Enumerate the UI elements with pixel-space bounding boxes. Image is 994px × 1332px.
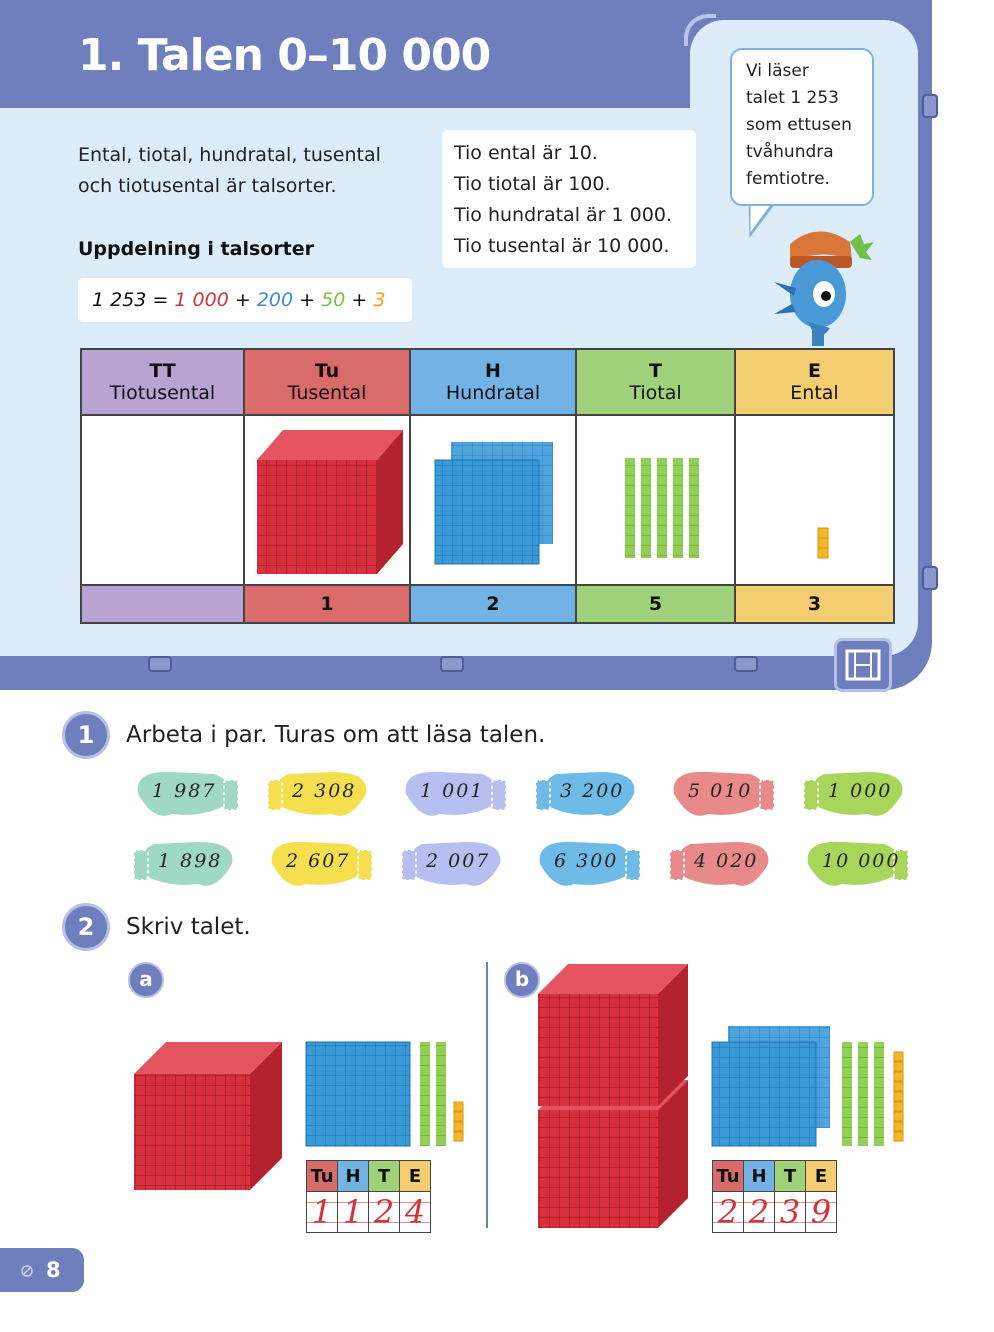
part-b-label: b — [504, 962, 540, 998]
video-button[interactable] — [834, 638, 892, 692]
answer-header: Tu — [713, 1161, 744, 1192]
header-cell-hundratal: H Hundratal — [410, 349, 576, 415]
answer-digit[interactable]: 1 — [307, 1192, 338, 1233]
speech-bubble — [730, 48, 874, 206]
mitten-number: 3 200 — [560, 780, 625, 802]
answer-header: E — [806, 1161, 837, 1192]
part-a-label: a — [128, 962, 164, 998]
page-title: 1. Talen 0–10 000 — [78, 30, 491, 81]
header-cell-tiotusental: TT Tiotusental — [81, 349, 244, 415]
speech-line: som ettusen — [746, 115, 852, 135]
blocks-cell-hundratal — [410, 415, 576, 585]
intro-line: och tiotusental är talsorter. — [78, 175, 337, 197]
facts-box — [442, 130, 696, 268]
answer-digit[interactable]: 3 — [775, 1192, 806, 1233]
speech-line: femtiotre. — [746, 169, 830, 189]
mitten-number: 2 308 — [292, 780, 357, 802]
plus-sign: + — [234, 289, 251, 311]
fact-line: Tio tusental är 10 000. — [454, 235, 670, 257]
screw-icon — [20, 1264, 34, 1278]
equation-lhs: 1 253 — [92, 289, 147, 311]
value-cell-ental: 3 — [735, 585, 894, 623]
hundred-flats-illustration — [413, 416, 573, 580]
answer-header: T — [775, 1161, 806, 1192]
bird-mascot-illustration — [768, 224, 884, 348]
fact-line: Tio ental är 10. — [454, 142, 598, 164]
section-subheading: Uppdelning i talsorter — [78, 238, 315, 260]
exercise-instruction: Skriv talet. — [126, 914, 251, 940]
exercise-instruction: Arbeta i par. Turas om att läsa talen. — [126, 722, 546, 748]
blocks-cell-tiotusental — [81, 415, 244, 585]
answer-digit[interactable]: 9 — [806, 1192, 837, 1233]
place-value-table — [80, 348, 895, 624]
fact-line: Tio tiotal är 100. — [454, 173, 611, 195]
ten-rods-illustration — [581, 416, 731, 580]
answer-digit[interactable]: 2 — [369, 1192, 400, 1233]
intro-text — [78, 140, 381, 202]
answer-digit[interactable]: 2 — [713, 1192, 744, 1233]
exercise-number: 1 — [62, 711, 110, 759]
answer-table-a — [306, 1160, 431, 1233]
answer-digit[interactable]: 4 — [400, 1192, 431, 1233]
mittens-group — [120, 762, 920, 892]
pipe-joint — [148, 656, 172, 672]
pipe-joint — [922, 566, 938, 590]
equation-box — [78, 278, 412, 322]
thousand-cube-illustration — [247, 416, 407, 580]
answer-header: E — [400, 1161, 431, 1192]
speech-line: talet 1 253 — [746, 88, 840, 108]
film-icon — [837, 641, 889, 689]
term-tens: 50 — [321, 289, 346, 311]
answer-header: H — [744, 1161, 775, 1192]
value-cell-tiotal: 5 — [576, 585, 735, 623]
answer-header: Tu — [307, 1161, 338, 1192]
header-cell-tiotal: T Tiotal — [576, 349, 735, 415]
pipe-joint — [734, 656, 758, 672]
answer-digit[interactable]: 2 — [744, 1192, 775, 1233]
plus-sign: + — [299, 289, 316, 311]
speech-line: tvåhundra — [746, 142, 834, 162]
mitten-number: 2 607 — [286, 850, 351, 872]
blocks-cell-tusental — [244, 415, 410, 585]
header-cell-tusental: Tu Tusental — [244, 349, 410, 415]
mitten-number: 2 007 — [426, 850, 491, 872]
mitten-number: 1 898 — [158, 850, 223, 872]
mitten-number: 6 300 — [554, 850, 619, 872]
pipe-joint — [440, 656, 464, 672]
page-number: 8 — [46, 1258, 61, 1282]
speech-line: Vi läser — [746, 61, 809, 81]
mitten-number: 10 000 — [822, 850, 901, 872]
exercise-number: 2 — [62, 903, 110, 951]
term-thousands: 1 000 — [174, 289, 229, 311]
blocks-cell-tiotal — [576, 415, 735, 585]
mitten-number: 5 010 — [688, 780, 753, 802]
answer-table-b — [712, 1160, 837, 1233]
mitten-number: 1 987 — [152, 780, 217, 802]
equals-sign: = — [152, 289, 169, 311]
intro-line: Ental, tiotal, hundratal, tusental — [78, 144, 381, 166]
value-cell-hundratal: 2 — [410, 585, 576, 623]
term-ones: 3 — [373, 289, 386, 311]
unit-cubes-illustration — [740, 416, 890, 580]
blocks-cell-ental — [735, 415, 894, 585]
mitten-number: 1 000 — [828, 780, 893, 802]
value-cell-tiotusental — [81, 585, 244, 623]
answer-header: H — [338, 1161, 369, 1192]
answer-digit[interactable]: 1 — [338, 1192, 369, 1233]
answer-header: T — [369, 1161, 400, 1192]
term-hundreds: 200 — [256, 289, 294, 311]
page-number-tab — [0, 1248, 84, 1292]
value-cell-tusental: 1 — [244, 585, 410, 623]
pipe-joint — [922, 94, 938, 118]
header-cell-ental: E Ental — [735, 349, 894, 415]
plus-sign: + — [351, 289, 368, 311]
divider — [486, 962, 488, 1228]
fact-line: Tio hundratal är 1 000. — [454, 204, 672, 226]
mitten-number: 4 020 — [694, 850, 759, 872]
mitten-number: 1 001 — [420, 780, 485, 802]
